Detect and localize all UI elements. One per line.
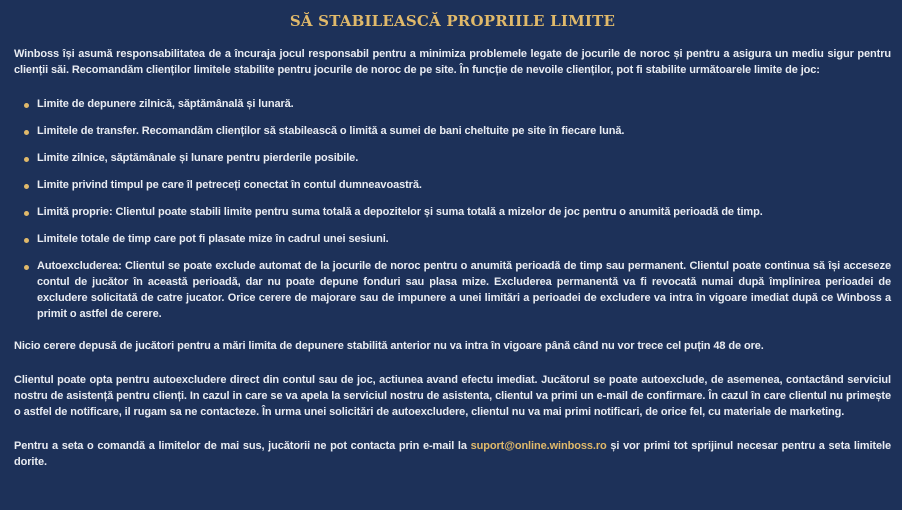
contact-paragraph [14, 438, 891, 470]
list-item: Limitele totale de timp care pot fi plasate mize în cadrul unei sesiuni. [37, 231, 891, 247]
contact-text-after: și vor primi tot sprijinul necesar pentru a seta limitele dorite. [14, 440, 891, 468]
page-title: SĂ STABILEASCĂ PROPRIILE LIMITE [289, 12, 616, 30]
list-item: Limite privind timpul pe care îl petreceți conectat în contul dumneavoastră. [37, 177, 891, 193]
limits-list [14, 96, 891, 322]
list-item: Limite zilnice, săptămânale și lunare pentru pierderile posibile. [37, 150, 891, 166]
list-item: Autoexcluderea: Clientul se poate exclude automat de la jocurile de noroc pentru o anumită perioadă de timp sau permanent. Clientul poate continua să își acceseze contul de jucător în această perioadă, dar nu poate depune fonduri sau plasa mize. Excluderea permanentă va fi revocată numai după împlinirea perioadei de excludere solicitată de catre jucator. Orice cerere de majorare sau de impunere a unei limitări a perioadei de excludere va intra în vigoare imediat după ce Winboss a primit o astfel de cerere. [37, 260, 891, 320]
contact-text-before: Pentru a seta o comandă a limitelor de mai sus, jucătorii ne pot contacta prin e-mail la [14, 440, 471, 452]
self-exclusion-paragraph: Clientul poate opta pentru autoexcludere direct din contul sau de joc, actiunea avand efectu imediat. Jucătorul se poate autoexclude, de asemenea, contactând serviciul nostru de asistență pentru clienți. In cazul in care se va apela la serviciul nostru de asistenta, clientul va primi un e-mail de confirmare. În cazul în care clientul nu primește o astfel de notificare, il rugam sa ne contacteze. În urma unei solicitări de autoexcludere, clientul nu va mai primi notificari, de orice fel, cu materiale de marketing. [14, 374, 891, 418]
list-item: Limite de depunere zilnică, săptămânală și lunară. [37, 96, 891, 112]
list-item: Limitele de transfer. Recomandăm clienților să stabilească o limită a sumei de bani cheltuite pe site în fiecare lună. [37, 123, 891, 139]
deposit-limit-notice: Nicio cerere depusă de jucători pentru a mări limita de depunere stabilită anterior nu va intra în vigoare până când nu vor trece cel puțin 48 de ore. [14, 340, 764, 352]
intro-paragraph: Winboss își asumă responsabilitatea de a încuraja jocul responsabil pentru a minimiza problemele legate de jocurile de noroc și pentru a asigura un mediu sigur pentru clienții săi. Recomandăm clienților limitele stabilite pentru jocurile de noroc de pe site. În funcție de nevoile clienților, pot fi stabilite următoarele limite de joc: [14, 48, 891, 76]
list-item: Limită proprie: Clientul poate stabili limite pentru suma totală a depozitelor și suma totală a mizelor de joc pentru o anumită perioadă de timp. [37, 204, 891, 220]
support-email-link[interactable]: suport@online.winboss.ro [470, 440, 607, 452]
